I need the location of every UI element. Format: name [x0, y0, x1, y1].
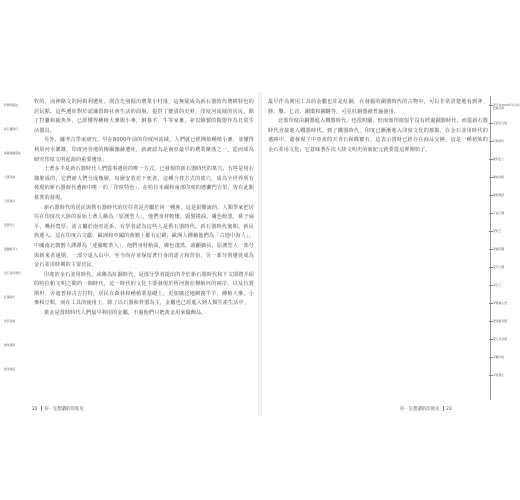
paragraph: 土著多半是新石器時代人們從事遷徙的唯一方式，已發現的新石器時代的墓穴，有些是用石塊堆成的，它們被人們分成幾層，每層安放若干死者，這種合葬方式的墓穴，成為全世界所有發現的新石器時代遺跡中唯一的「印度特色」，在哈拉本爾和南部印度的德蘭門吉里，皆有此類墓葬的發現。 — [34, 166, 254, 201]
paragraph: 牧的，而神路文的阿姆利遺址，則首先發掘出農業小村落，這無疑成為新石器時代農耕特色的居民點。這些遺址對於認識當時社會生活的面貌，提供了寶貴的史料，印度河流域的居民，除了狩獵和捕魚外，已經懂得種植大麥與小麥，飼養羊、牛等家畜，並以燒製的陶器作為日常生活器具。 — [34, 99, 254, 134]
timeline-entry: 笈多王朝 — [493, 265, 505, 269]
timeline-entry: 阿育王 — [493, 229, 502, 233]
paragraph: 最早作為實用工具的金屬也許是紅銅，在發掘的銅器時代的古物中，可以非常清楚地看到斧、鋒、鑿、匕首、銅環和銅鏈等，可見紅銅器被普遍使用。 — [268, 99, 488, 115]
timeline-entry: 恆河流域 — [4, 319, 16, 323]
right-running-title: 你一定想讀的印度史 — [400, 407, 440, 412]
timeline-entry: 佛教興起 — [493, 193, 505, 197]
right-page-body — [268, 98, 488, 156]
timeline-entry: 阿姆利遺址 — [4, 103, 18, 107]
timeline-entry: 合葬墓穴 — [4, 199, 16, 203]
timeline-entry: 伊斯蘭入侵 — [493, 301, 507, 305]
timeline-tick — [489, 195, 493, 196]
timeline-tick — [489, 213, 493, 214]
timeline-entry: 土著民族 — [4, 175, 16, 179]
left-page — [28, 92, 258, 416]
timeline-entry: 孔雀王朝 — [493, 211, 505, 215]
timeline-tick — [489, 267, 493, 268]
timeline-tick — [489, 141, 493, 142]
right-page-number: 23 — [446, 407, 452, 412]
timeline-tick — [489, 303, 493, 304]
timeline-entry: 黃金飾品 — [4, 367, 16, 371]
timeline-tick — [489, 285, 493, 286]
paragraph: 黃金是當時時代人們最早利用的金屬，不過他們只把黃金用來做飾品， — [44, 310, 207, 317]
timeline-entry: 印度河文明 — [493, 121, 507, 125]
timeline-tick — [489, 321, 493, 322]
timeline-entry: 戒日王 — [493, 283, 502, 287]
timeline-entry: 貴霜帝國 — [493, 247, 505, 251]
timeline-tick — [489, 339, 493, 340]
timeline-entry: 西元前3000年左右哈拉帕文明 — [493, 103, 520, 111]
left-footer — [32, 406, 84, 412]
paragraph: 另外，據考古學家研究，早在8000年前的印度河流域，人們就已經開始種植小麥，並懂得利用河水灌溉，印度河谷地的梅爾伽赫遺址，就被認為是南亞最早的農業聚落之一，從而成為研究印度文明起源的重要遺址。 — [34, 137, 254, 163]
timeline-entry: 梅爾伽赫遺址 — [4, 151, 21, 155]
timeline-tick — [489, 123, 493, 124]
timeline-entry: 蒙兀兒帝國 — [493, 337, 507, 341]
right-page — [262, 92, 492, 416]
timeline-entry: 德里蘇丹國 — [493, 319, 507, 323]
timeline-tick — [489, 231, 493, 232]
timeline-tick — [489, 249, 493, 250]
timeline-entry: 原澳型人 — [4, 223, 16, 227]
right-footer — [400, 406, 452, 412]
paragraph: 新石器時代的居民與舊石器時代的居住者是否屬於同一種族，這是很難說的，人類學家把居住在印度次大陸的原始土著人稱為「原澳型人」，他們身材較矮，頭髮捲曲，膚色較黑，鼻子扁平，嘴唇寬厚，語言屬於南亞語系，有學者認為這些人是舊石器時代、新石器時代後期、新民族遷入，這在印度古文獻、歐洲和中國的典籍上都有記載，歐洲人種稱他們為「古地中海人」，中國南北朝僧人譯譚為「達羅毗荼人」，他們身材稍高，膚色淺黑，頭顱細長，原澳型人一部分與新來者通婚，一部分退入山中，至今尚存並保留著自身的語言和習俗，另一部分則遷徙成為金石並用時期的主要居民。 — [34, 204, 254, 269]
timeline-entry: 吠陀時代 — [493, 139, 505, 143]
timeline-entry: 紅銅時代 — [4, 295, 16, 299]
left-running-title: 你一定想讀的印度史 — [44, 407, 84, 412]
timeline-tick — [489, 105, 493, 106]
paragraph: 北部印度由銅器進入鐵器時代，也很明顯，但南部印度似乎沒有經過銅器時代，而從新石器時代直接進入鐵器時代，到了鐵器時代，印度已漸漸進入印度文化的搖籃，在金石並用時代的遺跡中，還發現了中亞產的天青石和綠寶石，這表示當時已經存在商品交換，這是一種初始的金石並用文化，它意味著在次大陸文明史的新紀元就要從這裡開始了。 — [268, 118, 488, 153]
right-sidebar-timeline — [490, 96, 520, 400]
timeline-entry: 新石器時代 — [4, 127, 18, 131]
timeline-entry: 種姓制度 — [493, 175, 505, 179]
timeline-entry: 雅利安人 — [493, 157, 505, 161]
timeline-tick — [489, 159, 493, 160]
paragraph: 印度的金石並用時代，或稱為紅銅時代，是部分學者提出的介於新石器時代和下文即將介紹的哈拉帕文明之間的一個時代，這一時代的文化主要發現於恆河與亞穆納河的兩岸、以及拉賈斯坦、旁遮普和古吉拉特，居民在森林和種植業基礎上，更加廣泛地飼養牛羊、種植大麥、小麥和豆類，而在工具的使用上，除了以石器和骨器為主，金屬也已經進入到人類生產生活中。 — [34, 271, 254, 307]
timeline-entry: 金石並用時代 — [4, 271, 21, 275]
timeline-tick — [489, 375, 493, 376]
left-page-number: 22 — [32, 407, 38, 412]
timeline-tick — [489, 177, 493, 178]
timeline-entry: 達羅毗荼人 — [4, 247, 18, 251]
timeline-entry: 英屬印度 — [493, 355, 505, 359]
left-page-body — [34, 98, 254, 319]
timeline-tick — [489, 357, 493, 358]
timeline-entry: 農業發展 — [4, 343, 16, 347]
timeline-entry: 印度獨立 — [493, 373, 505, 377]
